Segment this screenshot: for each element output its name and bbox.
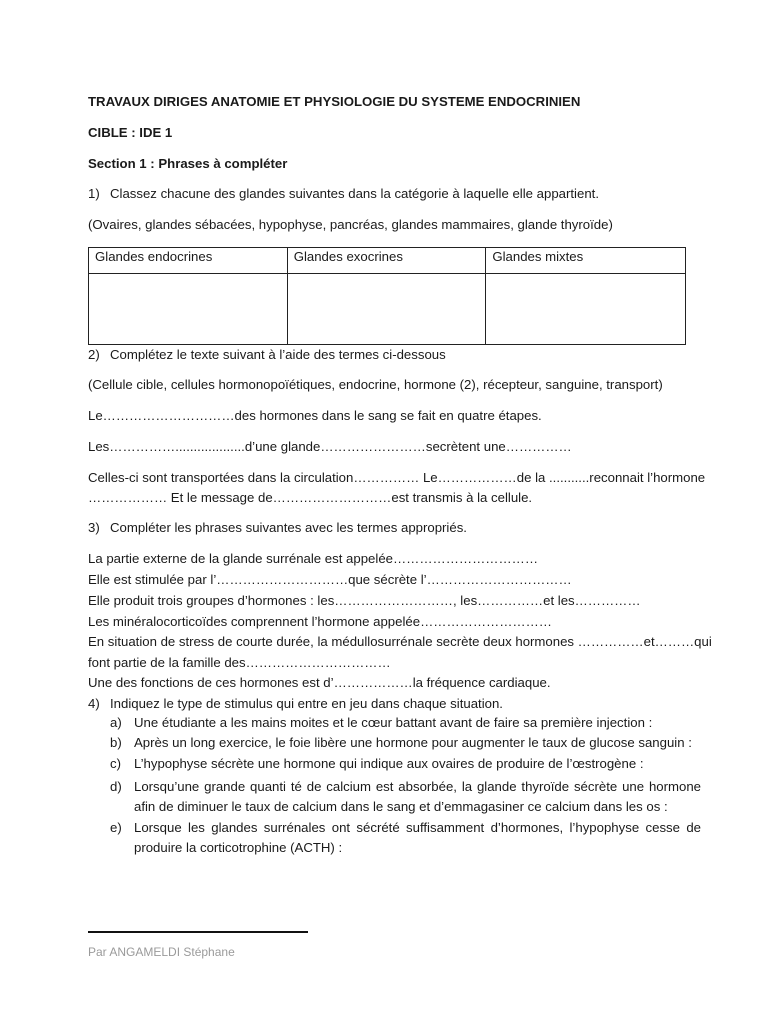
fill-in-line: Elle produit trois groupes d’hormones : les………………………, les……………et les…………… xyxy=(88,593,641,608)
target-audience: CIBLE : IDE 1 xyxy=(88,125,173,140)
sub-question-letter: d) xyxy=(110,779,122,794)
footer-author: Par ANGAMELDI Stéphane xyxy=(88,945,235,959)
header-exocrine: Glandes exocrines xyxy=(287,248,486,274)
section-heading: Section 1 : Phrases à compléter xyxy=(88,156,288,171)
question-text: Classez chacune des glandes suivantes dans la catégorie à laquelle elle appartient. xyxy=(110,186,599,201)
fill-in-line: font partie de la famille des…………………………… xyxy=(88,655,391,670)
sub-question-text: Une étudiante a les mains moites et le cœur battant avant de faire sa première injection : xyxy=(134,715,653,730)
table-answer-row xyxy=(89,274,686,345)
answer-cell-endocrine[interactable] xyxy=(89,274,288,345)
gland-classification-table xyxy=(88,247,686,345)
question-text: Compléter les phrases suivantes avec les termes appropriés. xyxy=(110,520,467,535)
sub-question-letter: c) xyxy=(110,756,121,771)
sub-question-text: Après un long exercice, le foie libère une hormone pour augmenter le taux de glucose sanguin : xyxy=(134,735,692,750)
gland-list: (Ovaires, glandes sébacées, hypophyse, pancréas, glandes mammaires, glande thyroïde) xyxy=(88,217,613,232)
header-mixed: Glandes mixtes xyxy=(486,248,686,274)
fill-in-line: ……………… Et le message de………………………est transmis à la cellule. xyxy=(88,490,533,505)
document-title: TRAVAUX DIRIGES ANATOMIE ET PHYSIOLOGIE DU SYSTEME ENDOCRINIEN xyxy=(88,94,581,109)
fill-in-line: Les……………...................d’une glande……………………secrètent une…………… xyxy=(88,439,572,454)
fill-in-line: Elle est stimulée par l’…………………………que sécrète l’…………………………… xyxy=(88,572,572,587)
fill-in-line: Une des fonctions de ces hormones est d’………………la fréquence cardiaque. xyxy=(88,675,551,690)
fill-in-line: Le…………………………des hormones dans le sang se fait en quatre étapes. xyxy=(88,408,542,423)
fill-in-line: Les minéralocorticoïdes comprennent l’hormone appelée………………………… xyxy=(88,614,552,629)
question-number: 4) xyxy=(88,696,100,711)
question-number: 3) xyxy=(88,520,100,535)
sub-question-letter: a) xyxy=(110,715,122,730)
footer-rule xyxy=(88,931,308,933)
question-number: 2) xyxy=(88,347,100,362)
sub-question-letter: e) xyxy=(110,820,122,835)
answer-cell-exocrine[interactable] xyxy=(287,274,486,345)
sub-question-text: Lorsque les glandes surrénales ont sécrété suffisamment d’hormones, l’hypophyse cesse de produire la corticotrophine (ACTH) : xyxy=(134,820,701,855)
table-header-row xyxy=(89,248,686,274)
header-endocrine: Glandes endocrines xyxy=(89,248,288,274)
fill-in-line: Celles-ci sont transportées dans la circulation…………… Le………………de la ...........reconnait l’hormone xyxy=(88,470,706,485)
answer-cell-mixed[interactable] xyxy=(486,274,686,345)
fill-in-line: En situation de stress de courte durée, la médullosurrénale secrète deux hormones ……………et………qui xyxy=(88,634,712,649)
term-list: (Cellule cible, cellules hormonopoïétiques, endocrine, hormone (2), récepteur, sanguine, transport) xyxy=(88,377,663,392)
question-number: 1) xyxy=(88,186,100,201)
question-text: Indiquez le type de stimulus qui entre en jeu dans chaque situation. xyxy=(110,696,503,711)
sub-question-letter: b) xyxy=(110,735,122,750)
question-text: Complétez le texte suivant à l’aide des termes ci-dessous xyxy=(110,347,446,362)
sub-question-text: Lorsqu’une grande quanti té de calcium est absorbée, la glande thyroïde sécrète une hormone afin de diminuer le taux de calcium dans le sang et d’emmagasiner ce calcium dans les os : xyxy=(134,779,701,814)
fill-in-line: La partie externe de la glande surrénale est appelée…………………………… xyxy=(88,551,539,566)
sub-question-text: L’hypophyse sécrète une hormone qui indique aux ovaires de produire de l’œstrogène : xyxy=(134,756,644,771)
